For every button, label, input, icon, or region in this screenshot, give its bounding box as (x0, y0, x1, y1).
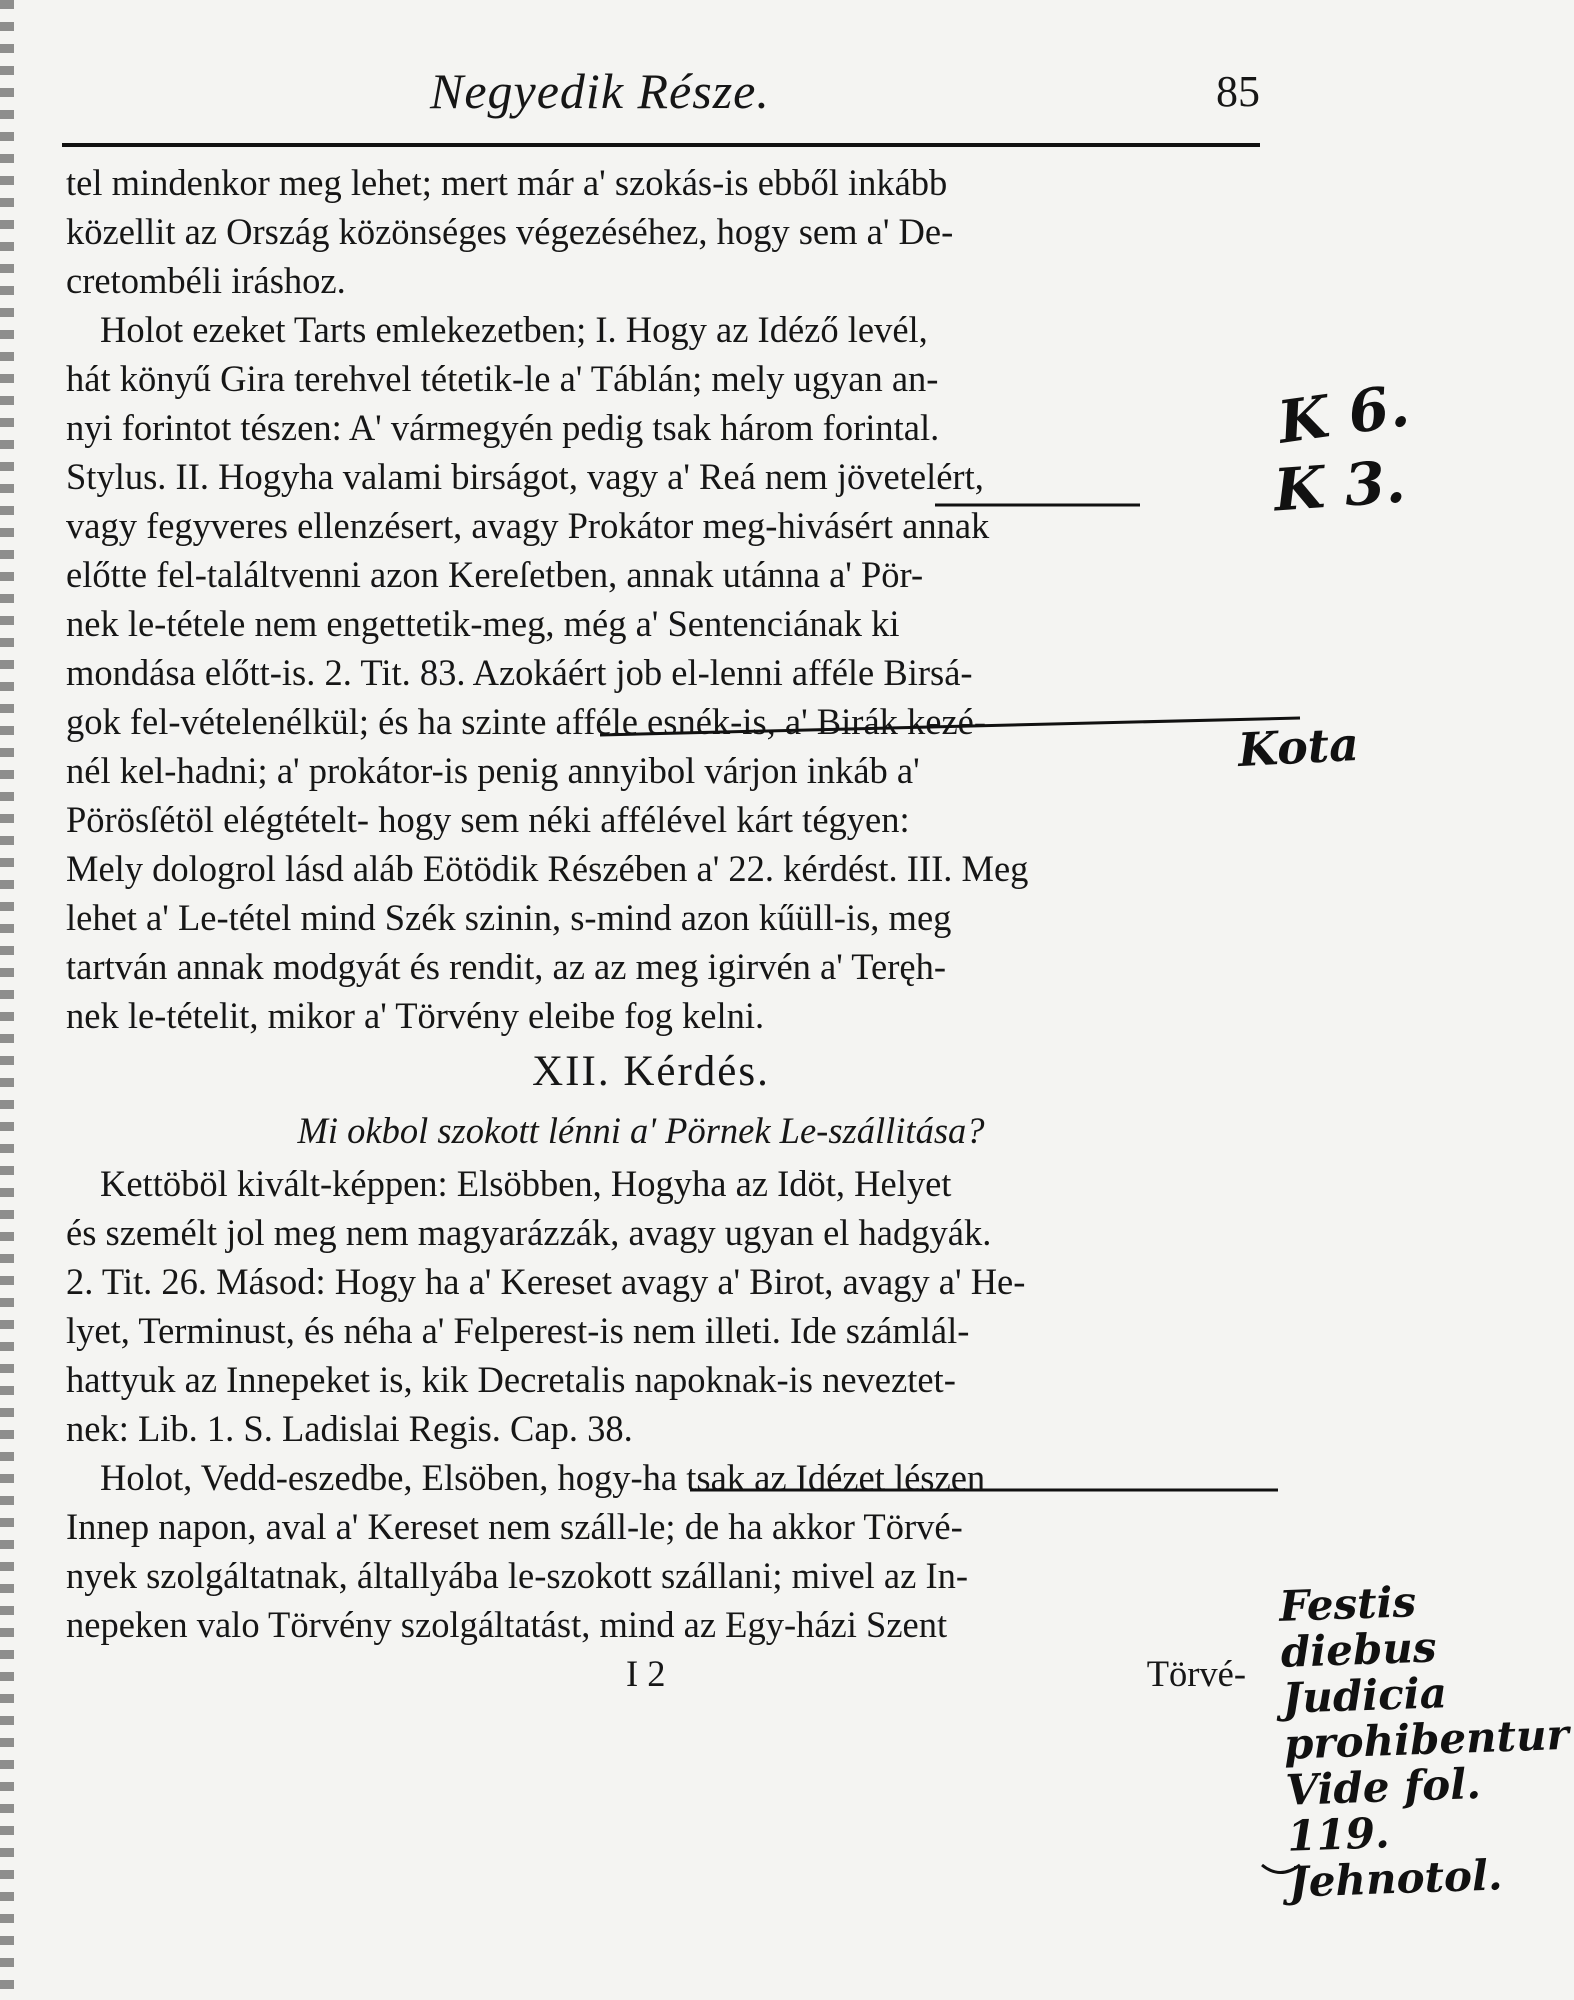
text-line: Holot ezeket Tarts emlekezetben; I. Hogy az Idéző levél, (100, 309, 928, 350)
text-line: Mely dologrol lásd aláb Eötödik Részében a' 22. kérdést. III. Meg (66, 848, 1029, 889)
strike-line-azokaert (600, 718, 1300, 735)
running-title: Negyedik Része. (430, 63, 770, 119)
text-line: nek le-tétele nem engettetik-meg, még a' Sentenciának ki (66, 603, 900, 644)
text-line: vagy fegyveres ellenzésert, avagy Prokátor meg-hivásért annak (66, 505, 990, 546)
text-line: közellit az Ország közönséges végezéséhez, hogy sem a' De- (66, 211, 954, 252)
page-number: 85 (1216, 67, 1260, 116)
text-line: lehet a' Le-tétel mind Szék szinin, s-mind azon kűüll-is, meg (66, 897, 952, 938)
margin-note-2: K 3. (1271, 447, 1408, 525)
text-line: 2. Tit. 26. Másod: Hogy ha a' Kereset avagy a' Birot, avagy a' He- (66, 1261, 1026, 1302)
text-line: Holot, Vedd-eszedbe, Elsöben, hogy-ha tsak az Idézet lészen (100, 1457, 986, 1498)
text-line: hattyuk az Innepeket is, kik Decretalis napoknak-is neveztet- (66, 1359, 956, 1400)
text-line: Innep napon, aval a' Kereset nem száll-le; de ha akkor Törvé- (66, 1506, 963, 1547)
text-line: lyet, Terminust, és néha a' Felperest-is nem illeti. Ide számlál- (66, 1310, 970, 1351)
text-line: gok fel-vételenélkül; és ha szinte afféle esnék-is, a' Birák kezé- (66, 701, 987, 742)
text-line: előtte fel-találtvenni azon Kereſetben, annak utánna a' Pör- (66, 554, 924, 595)
margin-notes (1236, 360, 1570, 1980)
margin-note-3: Kota (1236, 716, 1361, 778)
text-line: nek le-tételit, mikor a' Törvény eleibe fog kelni. (66, 995, 765, 1036)
margin-note-1: K 6. (1273, 371, 1414, 457)
signature-mark: I 2 (626, 1653, 666, 1694)
text-line: Kettöböl kivált-képpen: Elsöbben, Hogyha az Idöt, Helyet (100, 1163, 952, 1204)
text-line: tel mindenkor meg lehet; mert már a' szokás-is ebből inkább (66, 162, 948, 203)
text-line: mondása előtt-is. 2. Tit. 83. Azokáért job el-lenni afféle Birsá- (66, 652, 973, 693)
text-line: tartván annak modgyát és rendit, az az meg igirvén a' Teręh- (66, 946, 946, 987)
text-line: nyek szolgáltatnak, általlyába le-szokott szállani; mivel az In- (66, 1555, 969, 1596)
question-subtitle: Mi okbol szokott lénni a' Pörnek Le-szállitása? (297, 1110, 985, 1151)
text-line: nepeken valo Törvény szolgáltatást, mind az Egy-házi Szent (66, 1604, 948, 1645)
text-line: nek: Lib. 1. S. Ladislai Regis. Cap. 38. (66, 1408, 633, 1449)
text-line: Stylus. II. Hogyha valami birságot, vagy a' Reá nem jövetelért, (66, 456, 984, 497)
catchword: Törvé- (1146, 1653, 1246, 1694)
text-line: nyi forintot tészen: A' vármegyén pedig tsak három forintal. (66, 407, 940, 448)
text-line: cretombéli iráshoz. (66, 260, 346, 301)
text-line: hát könyű Gira terehvel tétetik-le a' Táblán; mely ugyan an- (66, 358, 939, 399)
text-line: és személt jol meg nem magyarázzák, avagy ugyan el hadgyák. (66, 1212, 992, 1253)
margin-note-4: Festis diebus Judicia prohibentur Vide fol. 119. Jehnotol. (1278, 1577, 1570, 1907)
text-line: nél kel-hadni; a' prokátor-is penig annyibol várjon inkáb a' (66, 750, 920, 791)
question-heading: XII. Kérdés. (532, 1048, 770, 1095)
text-line: Pörösſétöl elégtételt- hogy sem néki affélével kárt tégyen: (66, 799, 910, 840)
